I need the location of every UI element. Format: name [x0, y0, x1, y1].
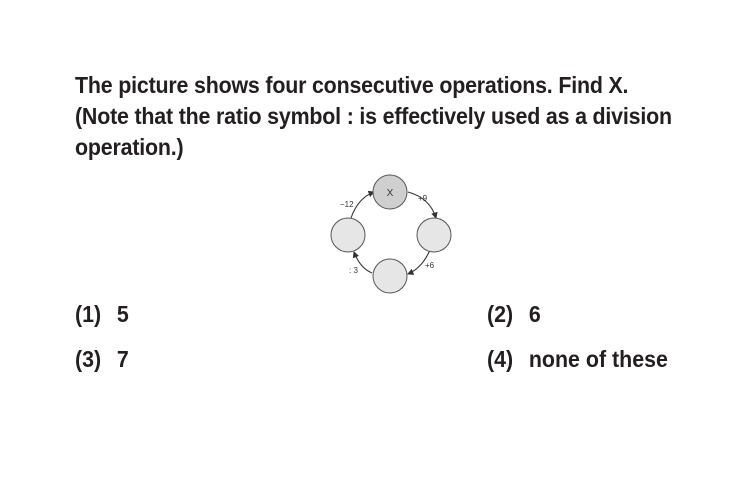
option-2-text: 6 — [528, 301, 541, 327]
operation-label-bottom-right: +6 — [425, 261, 435, 270]
question-line-2: (Note that the ratio symbol : is effectively used as a division — [75, 103, 672, 129]
option-2[interactable] — [487, 301, 541, 328]
operation-label-bottom-left: : 3 — [349, 266, 358, 275]
option-3-text: 7 — [116, 346, 129, 372]
option-3[interactable] — [75, 346, 129, 373]
option-3-number: (3) — [75, 346, 102, 372]
option-4-text: none of these — [528, 346, 668, 372]
question-line-3: operation.) — [75, 134, 184, 160]
operation-label-top-left: −12 — [340, 200, 354, 209]
option-1[interactable] — [75, 301, 129, 328]
top-circle-label: X — [386, 188, 394, 199]
operation-label-top-right: +9 — [418, 194, 428, 203]
option-4-number: (4) — [487, 346, 514, 372]
arrow-left-to-top — [351, 192, 374, 218]
circle-bottom — [373, 259, 407, 293]
circle-right — [417, 218, 451, 252]
option-1-text: 5 — [116, 301, 129, 327]
question-text — [75, 70, 672, 163]
option-1-number: (1) — [75, 301, 102, 327]
question-line-1: The picture shows four consecutive operations. Find X. — [75, 72, 629, 98]
option-4[interactable] — [487, 346, 668, 373]
circle-left — [331, 218, 365, 252]
option-2-number: (2) — [487, 301, 514, 327]
operations-cycle-diagram — [322, 170, 462, 300]
